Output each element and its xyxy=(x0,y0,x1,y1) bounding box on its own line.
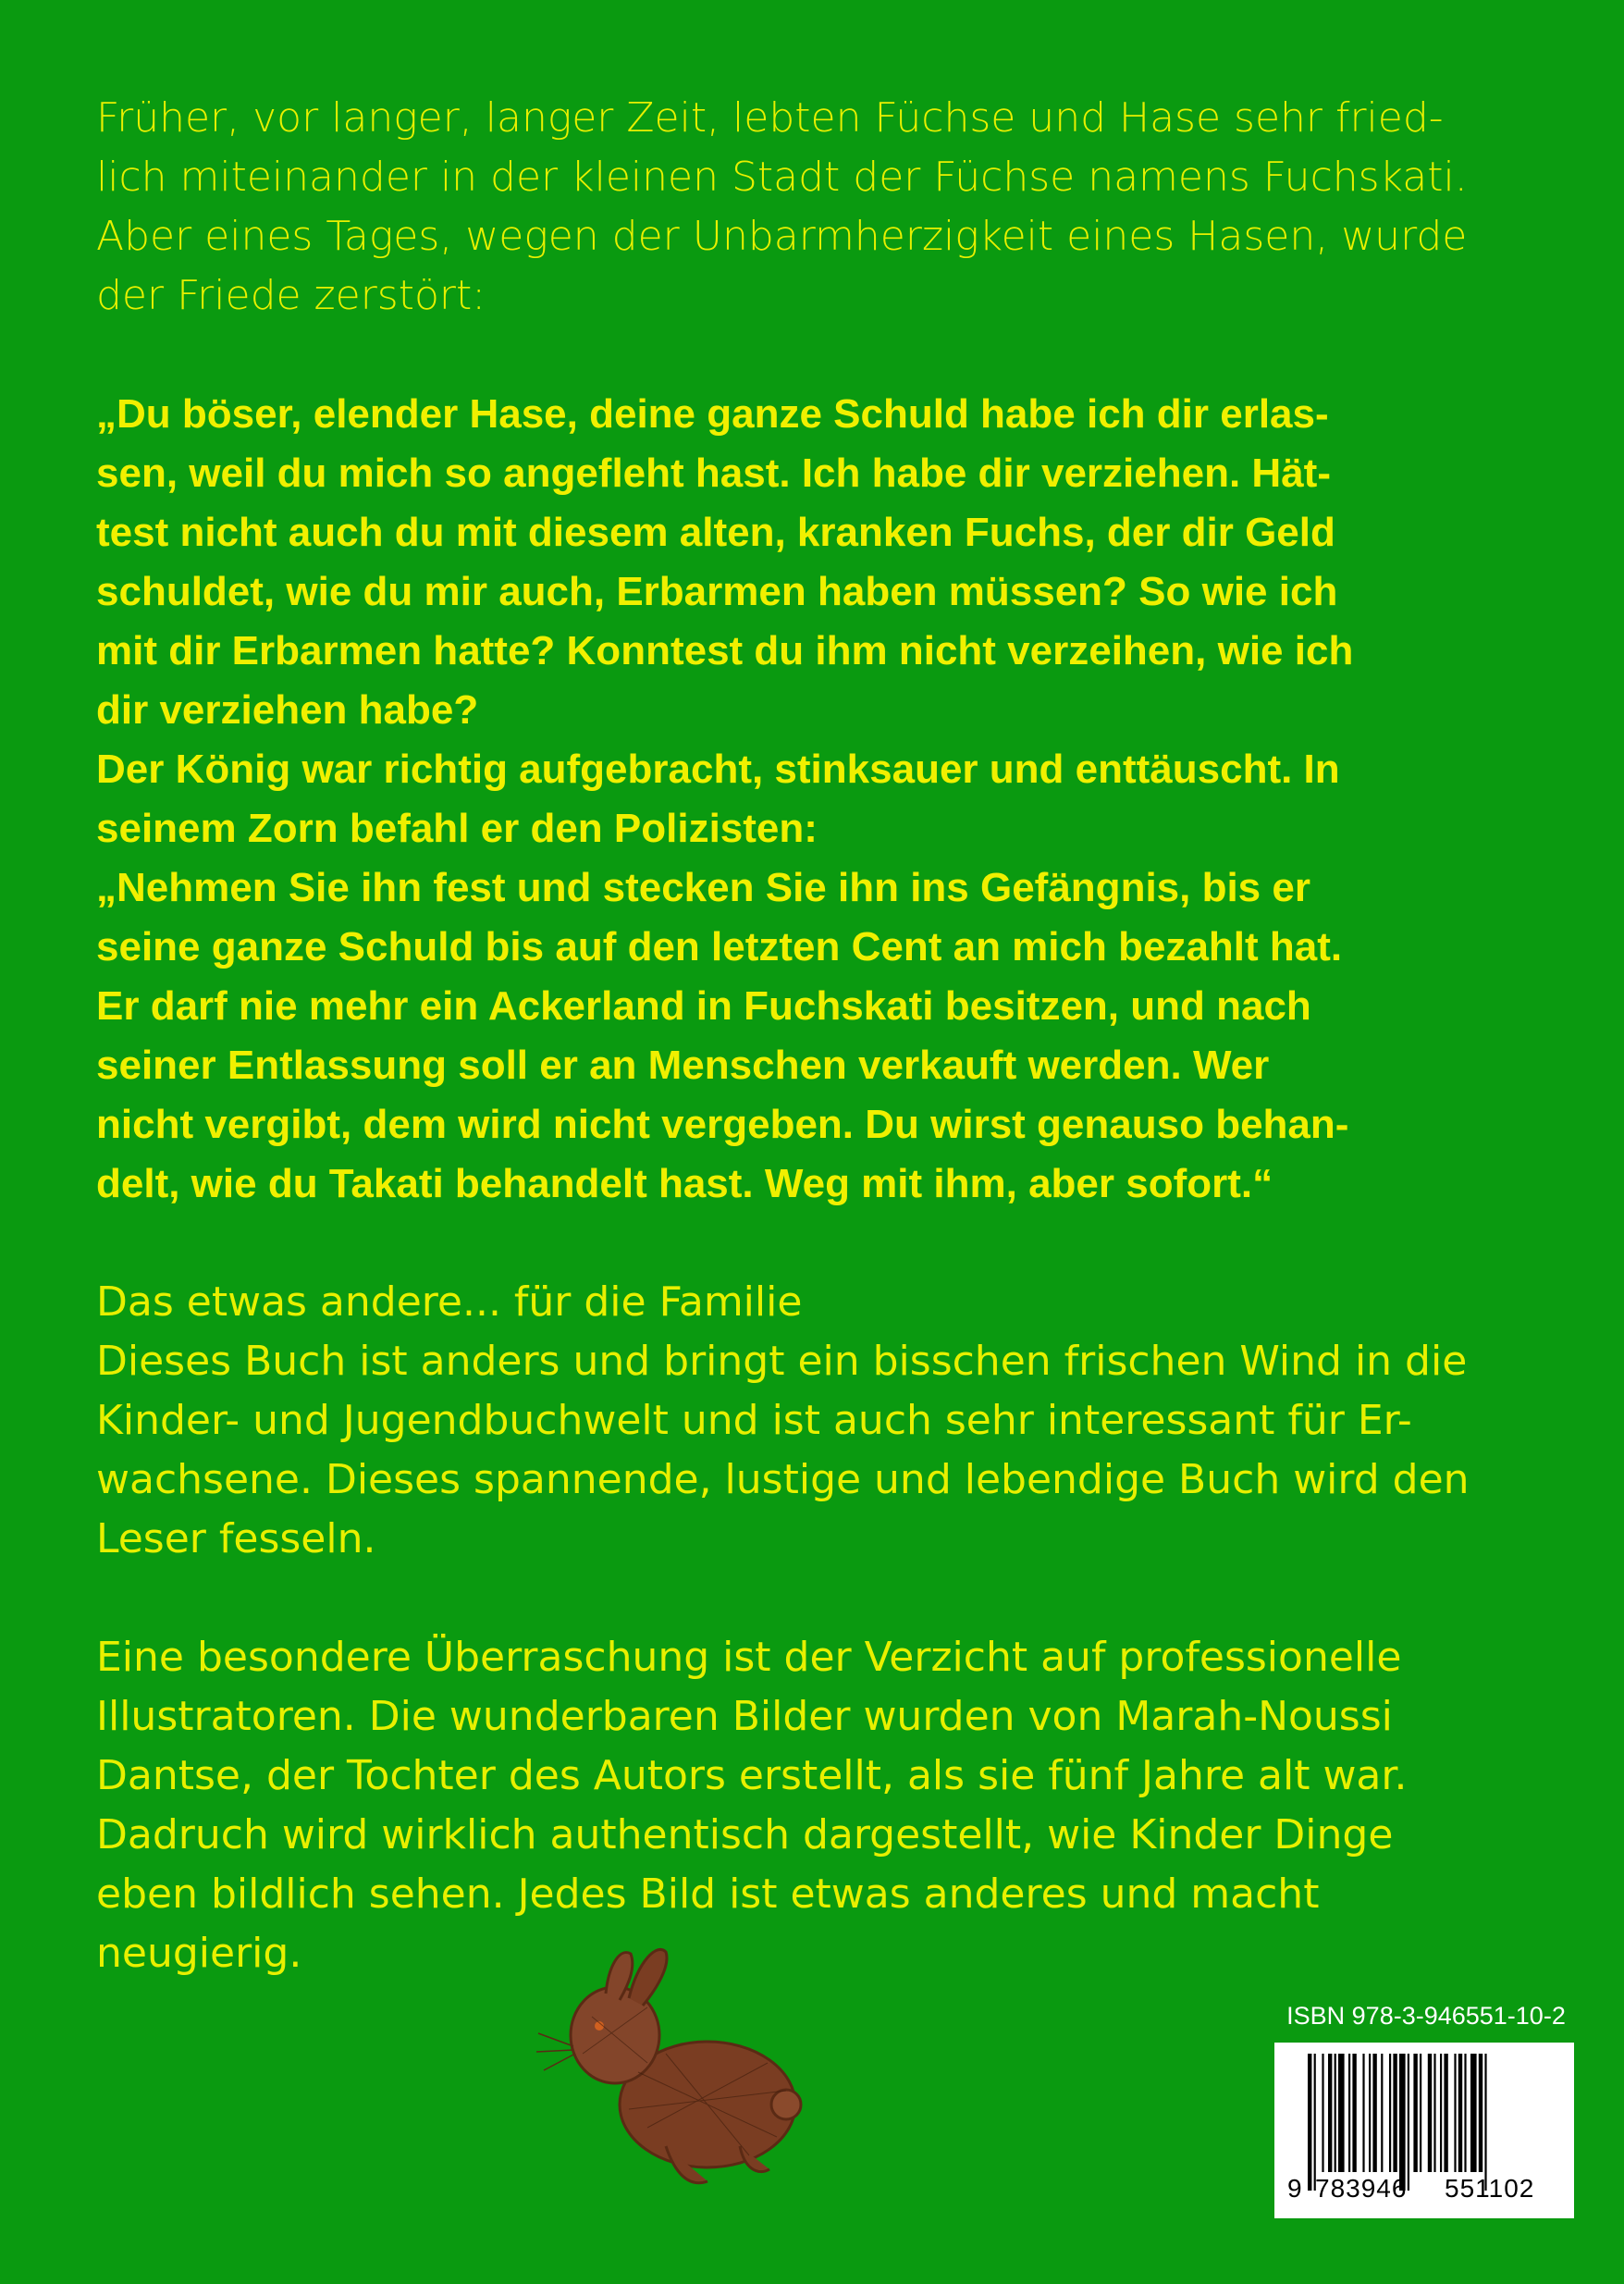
barcode-bar xyxy=(1362,2054,1364,2172)
barcode-bar xyxy=(1408,2054,1409,2191)
barcode-bar xyxy=(1444,2054,1447,2172)
barcode-bar xyxy=(1328,2054,1332,2172)
quote-line: „Du böser, elender Hase, deine ganze Schuld habe ich dir erlas- xyxy=(96,391,1329,437)
isbn-label: ISBN 978-3-946551-10-2 xyxy=(1286,2002,1566,2030)
quote-line: „Nehmen Sie ihn fest und stecken Sie ihn ins Gefängnis, bis er xyxy=(96,865,1310,910)
quote-line: Der König war richtig aufgebracht, stinksauer und enttäuscht. In xyxy=(96,747,1340,792)
surprise-line: neugierig. xyxy=(96,1930,302,1977)
family-paragraph xyxy=(96,1273,1520,1569)
quote-line: mit dir Erbarmen hatte? Konntest du ihm nicht verzeihen, wie ich xyxy=(96,628,1354,673)
barcode-bar xyxy=(1470,2054,1477,2172)
barcode-bar xyxy=(1393,2054,1396,2172)
quote-line: delt, wie du Takati behandelt hast. Weg mit ihm, aber sofort.“ xyxy=(96,1161,1273,1206)
quote-line: sen, weil du mich so angefleht hast. Ich habe dir verziehen. Hät- xyxy=(96,451,1331,496)
barcode-bar xyxy=(1314,2054,1316,2191)
barcode-bar xyxy=(1335,2054,1336,2172)
surprise-line: Eine besondere Überraschung ist der Verzicht auf professionelle xyxy=(96,1634,1402,1681)
barcode-bar xyxy=(1440,2054,1442,2172)
barcode-bar xyxy=(1428,2054,1432,2172)
barcode-digit-first: 9 xyxy=(1287,2174,1303,2203)
quote-paragraph xyxy=(96,385,1520,1214)
family-line: wachsene. Dieses spannende, lustige und lebendige Buch wird den xyxy=(96,1456,1470,1503)
family-line: Dieses Buch ist anders und bringt ein bisschen frischen Wind in die xyxy=(96,1338,1468,1385)
barcode-bar xyxy=(1389,2054,1391,2172)
barcode-digits-right: 551102 xyxy=(1445,2174,1535,2203)
barcode-bar xyxy=(1464,2054,1466,2172)
rabbit-drawing xyxy=(527,1933,814,2202)
intro-line: der Friede zerstört: xyxy=(96,272,486,319)
barcode xyxy=(1274,2043,1574,2218)
quote-line: seine ganze Schuld bis auf den letzten Cent an mich bezahlt hat. xyxy=(96,924,1343,969)
barcode-bar xyxy=(1348,2054,1350,2172)
barcode-digits-left: 783946 xyxy=(1315,2174,1408,2203)
quote-line: schuldet, wie du mir auch, Erbarmen haben müssen? So wie ich xyxy=(96,569,1338,614)
quote-line: seinem Zorn befahl er den Polizisten: xyxy=(96,806,818,851)
barcode-bar xyxy=(1369,2054,1371,2172)
barcode-bar xyxy=(1458,2054,1462,2172)
family-line: Leser fesseln. xyxy=(96,1515,376,1562)
surprise-line: Dadruch wird wirklich authentisch dargestellt, wie Kinder Dinge xyxy=(96,1811,1394,1858)
barcode-bar xyxy=(1433,2054,1435,2172)
barcode-bar xyxy=(1484,2054,1486,2191)
barcode-bar xyxy=(1479,2054,1483,2172)
surprise-paragraph xyxy=(96,1628,1520,1983)
quote-line: seiner Entlassung soll er an Menschen verkauft werden. Wer xyxy=(96,1043,1270,1088)
intro-line: Früher, vor langer, langer Zeit, lebten Füchse und Hase sehr fried- xyxy=(96,94,1444,142)
quote-line: dir verziehen habe? xyxy=(96,687,479,733)
barcode-bar xyxy=(1399,2054,1406,2191)
barcode-bar xyxy=(1413,2054,1417,2172)
surprise-line: eben bildlich sehen. Jedes Bild ist etwas anderes und macht xyxy=(96,1870,1320,1918)
barcode-bar xyxy=(1420,2054,1421,2172)
surprise-line: Dantse, der Tochter des Autors erstellt, als sie fünf Jahre alt war. xyxy=(96,1752,1408,1799)
barcode-bar xyxy=(1308,2054,1311,2191)
quote-line: nicht vergibt, dem wird nicht vergeben. Du wirst genauso behan- xyxy=(96,1102,1349,1147)
intro-paragraph xyxy=(96,89,1520,326)
barcode-bar xyxy=(1322,2054,1323,2172)
intro-line: lich miteinander in der kleinen Stadt der Füchse namens Fuchskati. xyxy=(96,154,1468,201)
family-line: Kinder- und Jugendbuchwelt und ist auch sehr interessant für Er- xyxy=(96,1397,1412,1444)
family-line: Das etwas andere... für die Familie xyxy=(96,1278,803,1326)
barcode-bar xyxy=(1381,2054,1383,2172)
quote-line: Er darf nie mehr ein Ackerland in Fuchskati besitzen, und nach xyxy=(96,983,1311,1029)
barcode-bar xyxy=(1338,2054,1345,2172)
barcode-bar xyxy=(1352,2054,1356,2172)
intro-line: Aber eines Tages, wegen der Unbarmherzigkeit eines Hasen, wurde xyxy=(96,213,1468,260)
quote-line: test nicht auch du mit diesem alten, kranken Fuchs, der dir Geld xyxy=(96,510,1335,555)
barcode-bar xyxy=(1454,2054,1456,2172)
barcode-bar xyxy=(1372,2054,1376,2172)
surprise-line: Illustratoren. Die wunderbaren Bilder wurden von Marah-Noussi xyxy=(96,1693,1393,1740)
